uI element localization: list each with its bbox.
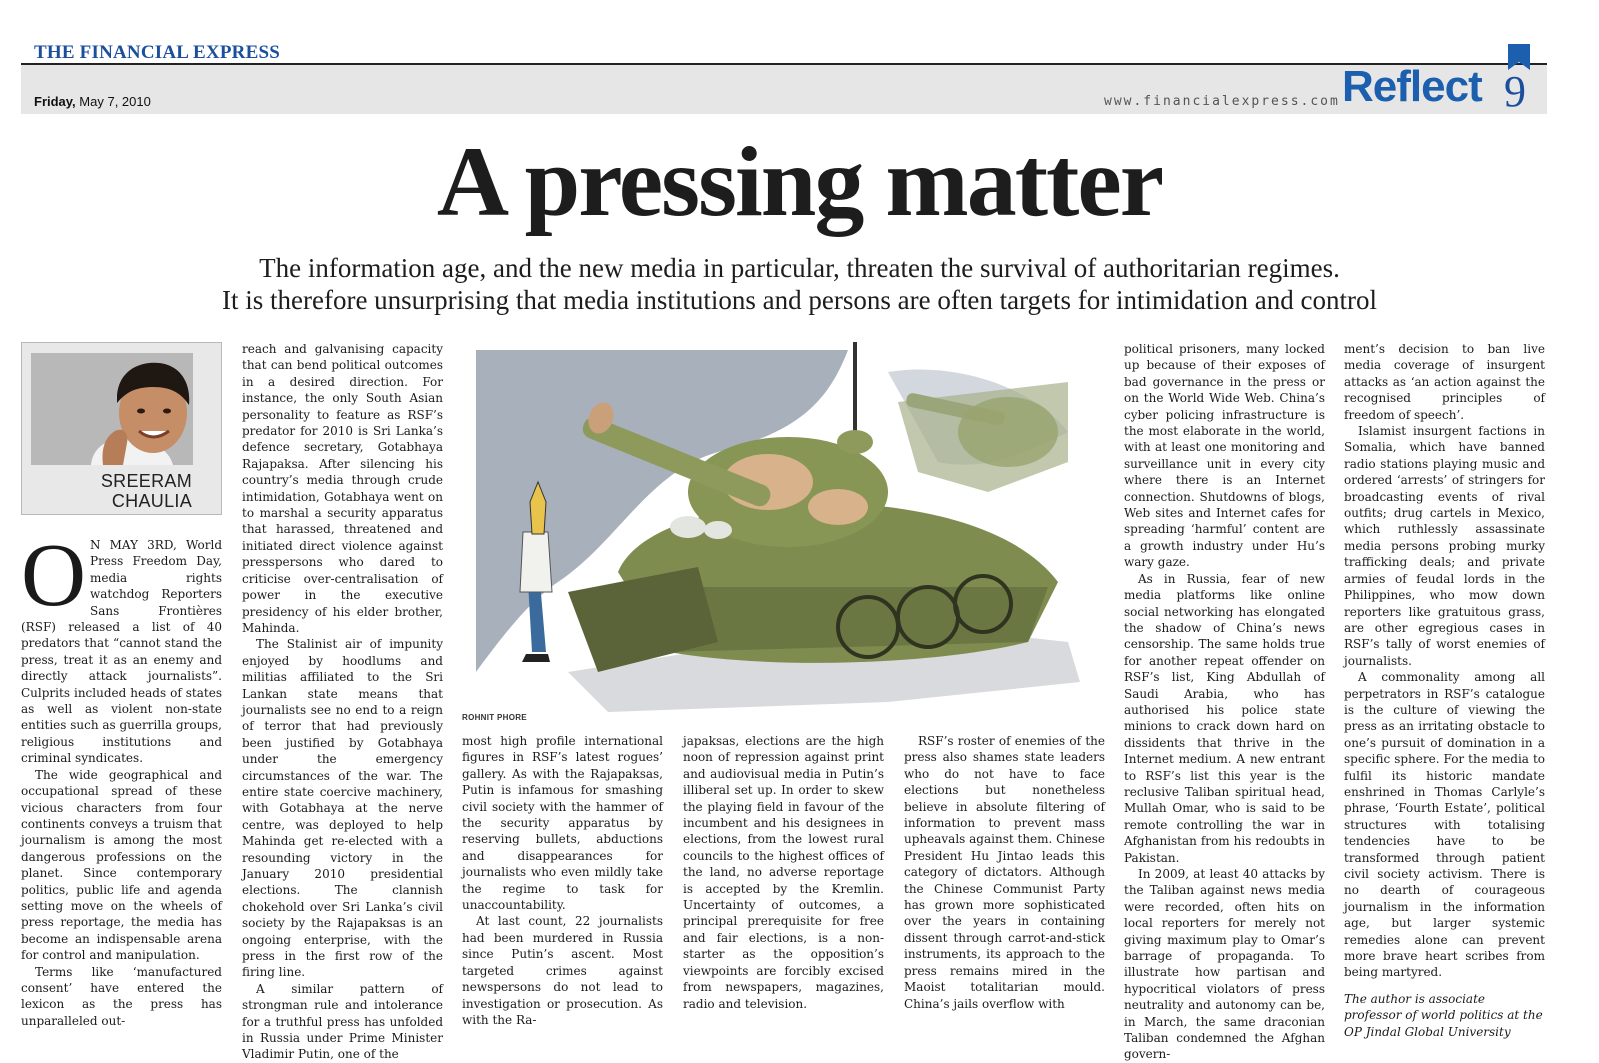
author-last-name: CHAULIA (111, 491, 192, 511)
tank-illustration (468, 342, 1080, 712)
article-column-4 (683, 733, 884, 1011)
standfirst-line-2: It is therefore unsurprising that media institutions and persons are often targets for intimidation and control (222, 285, 1377, 315)
page-number: 9 (1504, 67, 1526, 116)
paragraph: Islamist insurgent factions in Somalia, which have banned radio stations playing music and ordered ‘arrests’ of stringers for broadcasting events of rival outfits; drug cartels in Mexico, which ruthlessly assassinate media persons probing murky trafficking deals; and private armies of feudal lords in the Philippines, who mow down reporters like gratuitous grass, are other egregious cases in RSF’s tally of worst enemies of journalists. (1344, 424, 1545, 668)
paragraph: At last count, 22 journalists had been murdered in Russia since Putin’s ascent. Most targeted crimes against newspersons do not lead to investigation or prosecution. As with the Ra- (462, 914, 663, 1027)
author-note: The author is associate professor of world politics at the OP Jindal Global University (1344, 991, 1543, 1039)
article-column-6 (1124, 341, 1325, 1062)
article-column-5 (904, 733, 1105, 1011)
paragraph-text: N MAY 3RD, World Press Freedom Day, media rights watchdog Reporters Sans Frontières (RSF) released a list of 40 predators that “cannot stand the press, treat it as an enemy and directly attack journalists”. Culprits included heads of states as well as violent non-state entities such as guerrilla groups, religious institutions and criminal syndicates. (21, 538, 222, 766)
paragraph: In 2009, at least 40 attacks by the Taliban against news media were recorded, often hits on local reporters for merely not giving maximum play to Omar’s barrage of propaganda. To illustrate how partisan and hypocritical violators of press neutrality and autonomy can be, in March, the same draconian Taliban condemned the Afghan govern- (1124, 867, 1325, 1062)
paragraph: reach and galvanising capacity that can bend political outcomes in a desired direction. For instance, the only South Asian personality to feature as RSF’s predator for 2010 is Sri Lanka’s defence secretary, Gotabhaya Rajapaksa. After silencing his country’s media through crude intimidation, Gotabhaya went on to marshal a security apparatus that harassed, threatened and initiated direct violence against presspersons who dared to criticise over-centralisation of power in the executive presidency of his elder brother, Mahinda. (242, 342, 443, 635)
author-photo (31, 353, 193, 465)
illustration-credit: ROHNIT PHORE (462, 713, 527, 722)
paragraph: A commonality among all perpetrators in RSF’s catalogue is the culture of viewing the press as an irritating obstacle to one’s pursuit of domination in a specific sphere. For the media to fulfil its historic mandate enshrined in Thomas Carlyle’s phrase, ‘Fourth Estate’, political structures with totalising tendencies have to be transformed through patient civil society activism. There is no dearth of courageous journalism in the information age, but larger systemic remedies alone can prevent more brave heart scribes from being martyred. (1344, 670, 1545, 980)
paragraph: As in Russia, fear of new media platforms like online social networking has elongated the shadow of China’s news censorship. The same holds true for another repeat offender on RSF’s list, King Abdullah of Saudi Arabia, who has authorised his police state minions to crack down hard on dissidents that thrive in the Internet medium. A new entrant to RSF’s list this year is the reclusive Taliban spiritual head, Mullah Omar, who is said to be remote controlling the war in Afghanistan from his redoubts in Pakistan. (1124, 571, 1325, 865)
paragraph: political prisoners, many locked up because of their exposes of bad governance in the press or on the World Wide Web. China’s cyber policing infrastructure is the most elaborate in the world, with at least one monitoring and surveillance unit in every city where there is an Internet connection. Shutdowns of blogs, Web sites and Internet cafes for spreading ‘harmful’ content are a growth industry under Hu’s wary gaze. (1124, 342, 1325, 570)
paragraph: ment’s decision to ban live media coverage of insurgent attacks as ‘an action against the recognised principles of freedom of speech’. (1344, 342, 1545, 422)
author-first-name: SREERAM (100, 471, 192, 491)
paragraph: japaksas, elections are the high noon of repression against print and audiovisual media in Putin’s illiberal set up. In order to skew the playing field in favour of the incumbent and his designees in elections, from the lowest rural councils to the highest offices of the land, no adverse reportage is accepted by the Kremlin. Uncertainty of outcomes, a principal prerequisite for free and fair elections, is a non-starter as the opposition’s viewpoints are forcibly excised from newspapers, magazines, radio and television. (683, 734, 884, 1011)
issue-day: Friday, (34, 94, 76, 109)
article-column-1 (21, 526, 222, 1028)
issue-date-text: May 7, 2010 (79, 94, 151, 109)
paragraph: A similar pattern of strongman rule and intolerance for a truthful press has unfolded in Russia under Prime Minister Vladimir Putin, one of the (242, 981, 443, 1062)
dropcap: O (21, 526, 86, 625)
paragraph: The wide geographical and occupational spread of these vicious characters from four continents conveys a truism that journalism is among the most dangerous professions on the planet. Since contemporary politics, public life and agenda setting move on the wheels of press reportage, the media has become an indispensable arena for control and manipulation. (21, 767, 222, 963)
site-url: www.financialexpress.com (1104, 94, 1340, 109)
newspaper-name: THE FINANCIAL EXPRESS (34, 42, 280, 63)
author-portrait-icon (31, 353, 193, 465)
paragraph: The Stalinist air of impunity enjoyed by hoodlums and militias affiliated to the Sri Lankan state means that journalists see no end to a reign of terror that had previously been justified by Gotabhaya under the emergency circumstances of the war. The entire state coercive machinery, with Gotabhaya at the nerve centre, was deployed to help Mahinda get re-elected with a resounding victory in the January 2010 presidential elections. The clannish chokehold over Sri Lanka’s civil society by the Rajapaksas is an ongoing enterprise, with the press in the first row of the firing line. (242, 637, 443, 980)
section-name: Reflect (1342, 62, 1482, 111)
standfirst-line-1: The information age, and the new media in particular, threaten the survival of authoritarian regimes. (259, 253, 1340, 283)
author-box (21, 342, 222, 515)
paragraph (21, 526, 222, 767)
article-column-7 (1344, 341, 1545, 1039)
article-column-2 (242, 341, 443, 1062)
paragraph: most high profile international figures in RSF’s latest rogues’ gallery. As with the Rajapaksas, Putin is infamous for smashing civil society with the hammer of the security apparatus by reserving bullets, abductions and disappearances for journalists who even mildly take the regime to task for unaccountability. (462, 734, 663, 913)
headline: A pressing matter (436, 126, 1163, 237)
paragraph: RSF’s roster of enemies of the press also shames state leaders who do not have to face elections but nonetheless believe in absolute filtering of information to prevent mass upheavals against them. Chinese President Hu Jintao leads this category of dictators. Although the Chinese Communist Party has grown more sophisticated over the years in containing dissent through carrot-and-stick instruments, its approach to the press remains mired in the Maoist totalitarian mould. China’s jails overflow with (904, 734, 1105, 1011)
article-column-3 (462, 733, 663, 1027)
paragraph: Terms like ‘manufactured consent’ have entered the lexicon as the press has unparalleled out- (21, 964, 222, 1028)
issue-date (34, 94, 151, 109)
